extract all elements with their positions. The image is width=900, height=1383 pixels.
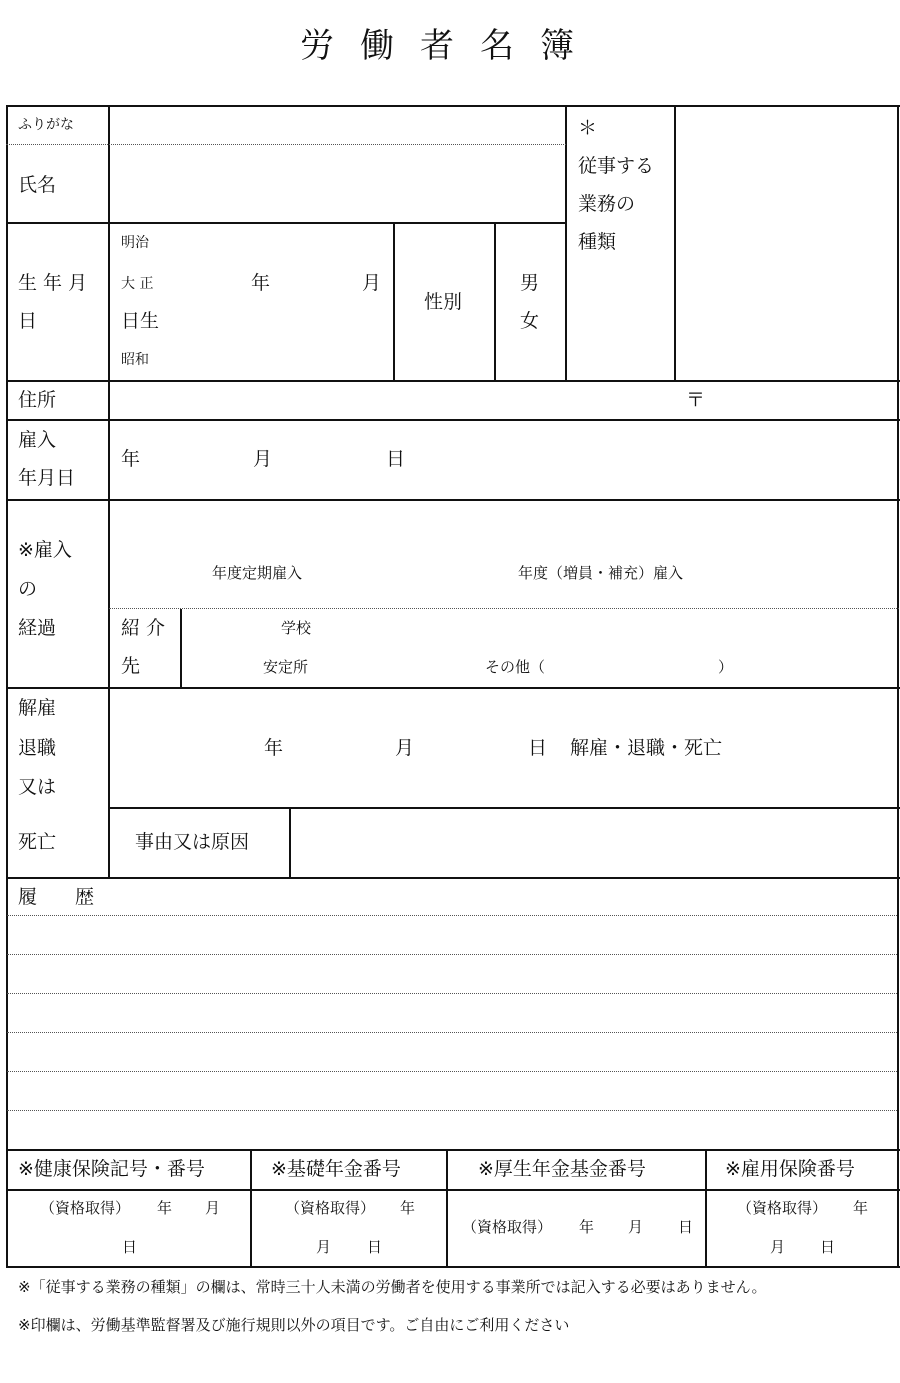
hire-year-unit: 年 (121, 448, 141, 470)
era-meiji[interactable]: 明治 (121, 235, 149, 251)
hire-month-unit: 月 (253, 448, 273, 470)
birth-day-unit: 日生 (121, 310, 160, 332)
name-label: 氏名 (18, 174, 57, 196)
row-divider (6, 687, 900, 689)
hire-date-label: 雇入 (18, 429, 57, 451)
table-border (897, 105, 899, 1267)
day-unit: 日 (820, 1238, 836, 1256)
row-divider (6, 380, 900, 382)
address-label: 住所 (18, 389, 57, 411)
dismissal-year-unit: 年 (264, 737, 284, 759)
postal-mark: 〒 (686, 389, 706, 411)
dismissal-divider (108, 807, 900, 809)
dismissal-label: 解雇 (18, 697, 57, 719)
hire-history-label: の (18, 578, 38, 600)
insurance-divider (705, 1149, 707, 1267)
hire-history-divider (109, 608, 899, 609)
reason-divider (289, 807, 291, 878)
day-unit: 日 (367, 1238, 383, 1256)
era-taisho[interactable]: 大 正 (121, 276, 154, 292)
referral-office[interactable]: 安定所 (263, 658, 309, 676)
career-line (7, 915, 897, 916)
qualification-label: （資格取得） (285, 1199, 376, 1217)
hire-history-label: 経過 (18, 617, 57, 639)
table-border (6, 105, 900, 107)
furigana-divider (6, 144, 566, 145)
day-unit: 日 (122, 1238, 138, 1256)
birth-year-unit: 年 (251, 272, 271, 294)
month-unit: 月 (316, 1238, 332, 1256)
table-border (6, 105, 8, 1267)
footnote-optional-fields: ※印欄は、労働基準監督署及び施行規則以外の項目です。ご自由にご利用ください (18, 1316, 570, 1334)
dismissal-label: 死亡 (18, 831, 57, 853)
career-label: 履 歴 (18, 886, 95, 908)
dismissal-day-unit: 日 (528, 737, 548, 759)
row-divider (6, 877, 900, 879)
birth-date-label: 生 年 月 (18, 272, 88, 294)
birth-date-label: 日 (18, 310, 38, 332)
qualification-label: （資格取得） (737, 1199, 828, 1217)
gender-divider (494, 222, 496, 381)
month-unit: 月 (628, 1218, 644, 1236)
job-type-mark: ＊ (578, 117, 598, 139)
year-unit: 年 (853, 1199, 869, 1217)
health-insurance-label: ※健康保険記号・番号 (18, 1158, 205, 1180)
referral-school[interactable]: 学校 (281, 619, 312, 637)
row-divider (6, 222, 566, 224)
job-type-label: 業務の (578, 193, 636, 215)
gender-label: 性別 (424, 291, 463, 313)
employment-insurance-label: ※雇用保険番号 (725, 1158, 855, 1180)
document-title: 労働者名簿 (300, 26, 600, 66)
reason-label: 事由又は原因 (135, 831, 250, 853)
job-type-divider (674, 105, 676, 381)
job-type-divider (565, 105, 567, 381)
month-unit: 月 (205, 1199, 221, 1217)
day-unit: 日 (678, 1218, 694, 1236)
birth-month-unit: 月 (362, 272, 382, 294)
footnote-job-type: ※「従事する業務の種類」の欄は、常時三十人未満の労働者を使用する事業所では記入する必要はありません。 (18, 1278, 767, 1296)
gender-divider (393, 222, 395, 381)
year-unit: 年 (157, 1199, 173, 1217)
table-border (6, 1266, 900, 1268)
dismissal-month-unit: 月 (395, 737, 415, 759)
referral-divider (180, 609, 182, 688)
job-type-field[interactable] (678, 108, 894, 378)
gender-female[interactable]: 女 (520, 310, 540, 332)
referral-label: 先 (121, 655, 141, 677)
insurance-divider (250, 1149, 252, 1267)
dismissal-options[interactable]: 解雇・退職・死亡 (570, 737, 723, 759)
insurance-divider (446, 1149, 448, 1267)
furigana-label: ふりがな (18, 117, 74, 133)
year-unit: 年 (400, 1199, 416, 1217)
era-showa[interactable]: 昭和 (121, 352, 149, 368)
hire-day-unit: 日 (386, 448, 406, 470)
reason-field[interactable] (293, 811, 893, 875)
year-unit: 年 (579, 1218, 595, 1236)
gender-male[interactable]: 男 (520, 272, 540, 294)
furigana-field[interactable] (112, 108, 562, 142)
hire-history-label: ※雇入 (18, 539, 72, 561)
career-field[interactable] (9, 917, 895, 1147)
basic-pension-label: ※基礎年金番号 (271, 1158, 401, 1180)
regular-hire-option[interactable]: 年度定期雇入 (212, 564, 303, 582)
address-field[interactable] (112, 384, 682, 416)
name-field[interactable] (112, 148, 562, 220)
job-type-label: 従事する (578, 155, 655, 177)
welfare-pension-label: ※厚生年金基金番号 (478, 1158, 646, 1180)
referral-label: 紹 介 (121, 617, 166, 639)
hire-date-label: 年月日 (18, 467, 76, 489)
row-divider (6, 1149, 900, 1151)
extra-hire-option[interactable]: 年度（増員・補充）雇入 (518, 564, 684, 582)
qualification-label: （資格取得） (40, 1199, 131, 1217)
referral-other-close: ） (718, 658, 734, 676)
dismissal-label: 又は (18, 776, 57, 798)
month-unit: 月 (770, 1238, 786, 1256)
row-divider (6, 419, 900, 421)
dismissal-label: 退職 (18, 737, 57, 759)
qualification-label: （資格取得） (462, 1218, 553, 1236)
job-type-label: 種類 (578, 231, 617, 253)
referral-other-open[interactable]: その他（ (485, 658, 546, 676)
row-divider (6, 499, 900, 501)
row-divider (6, 1189, 900, 1191)
